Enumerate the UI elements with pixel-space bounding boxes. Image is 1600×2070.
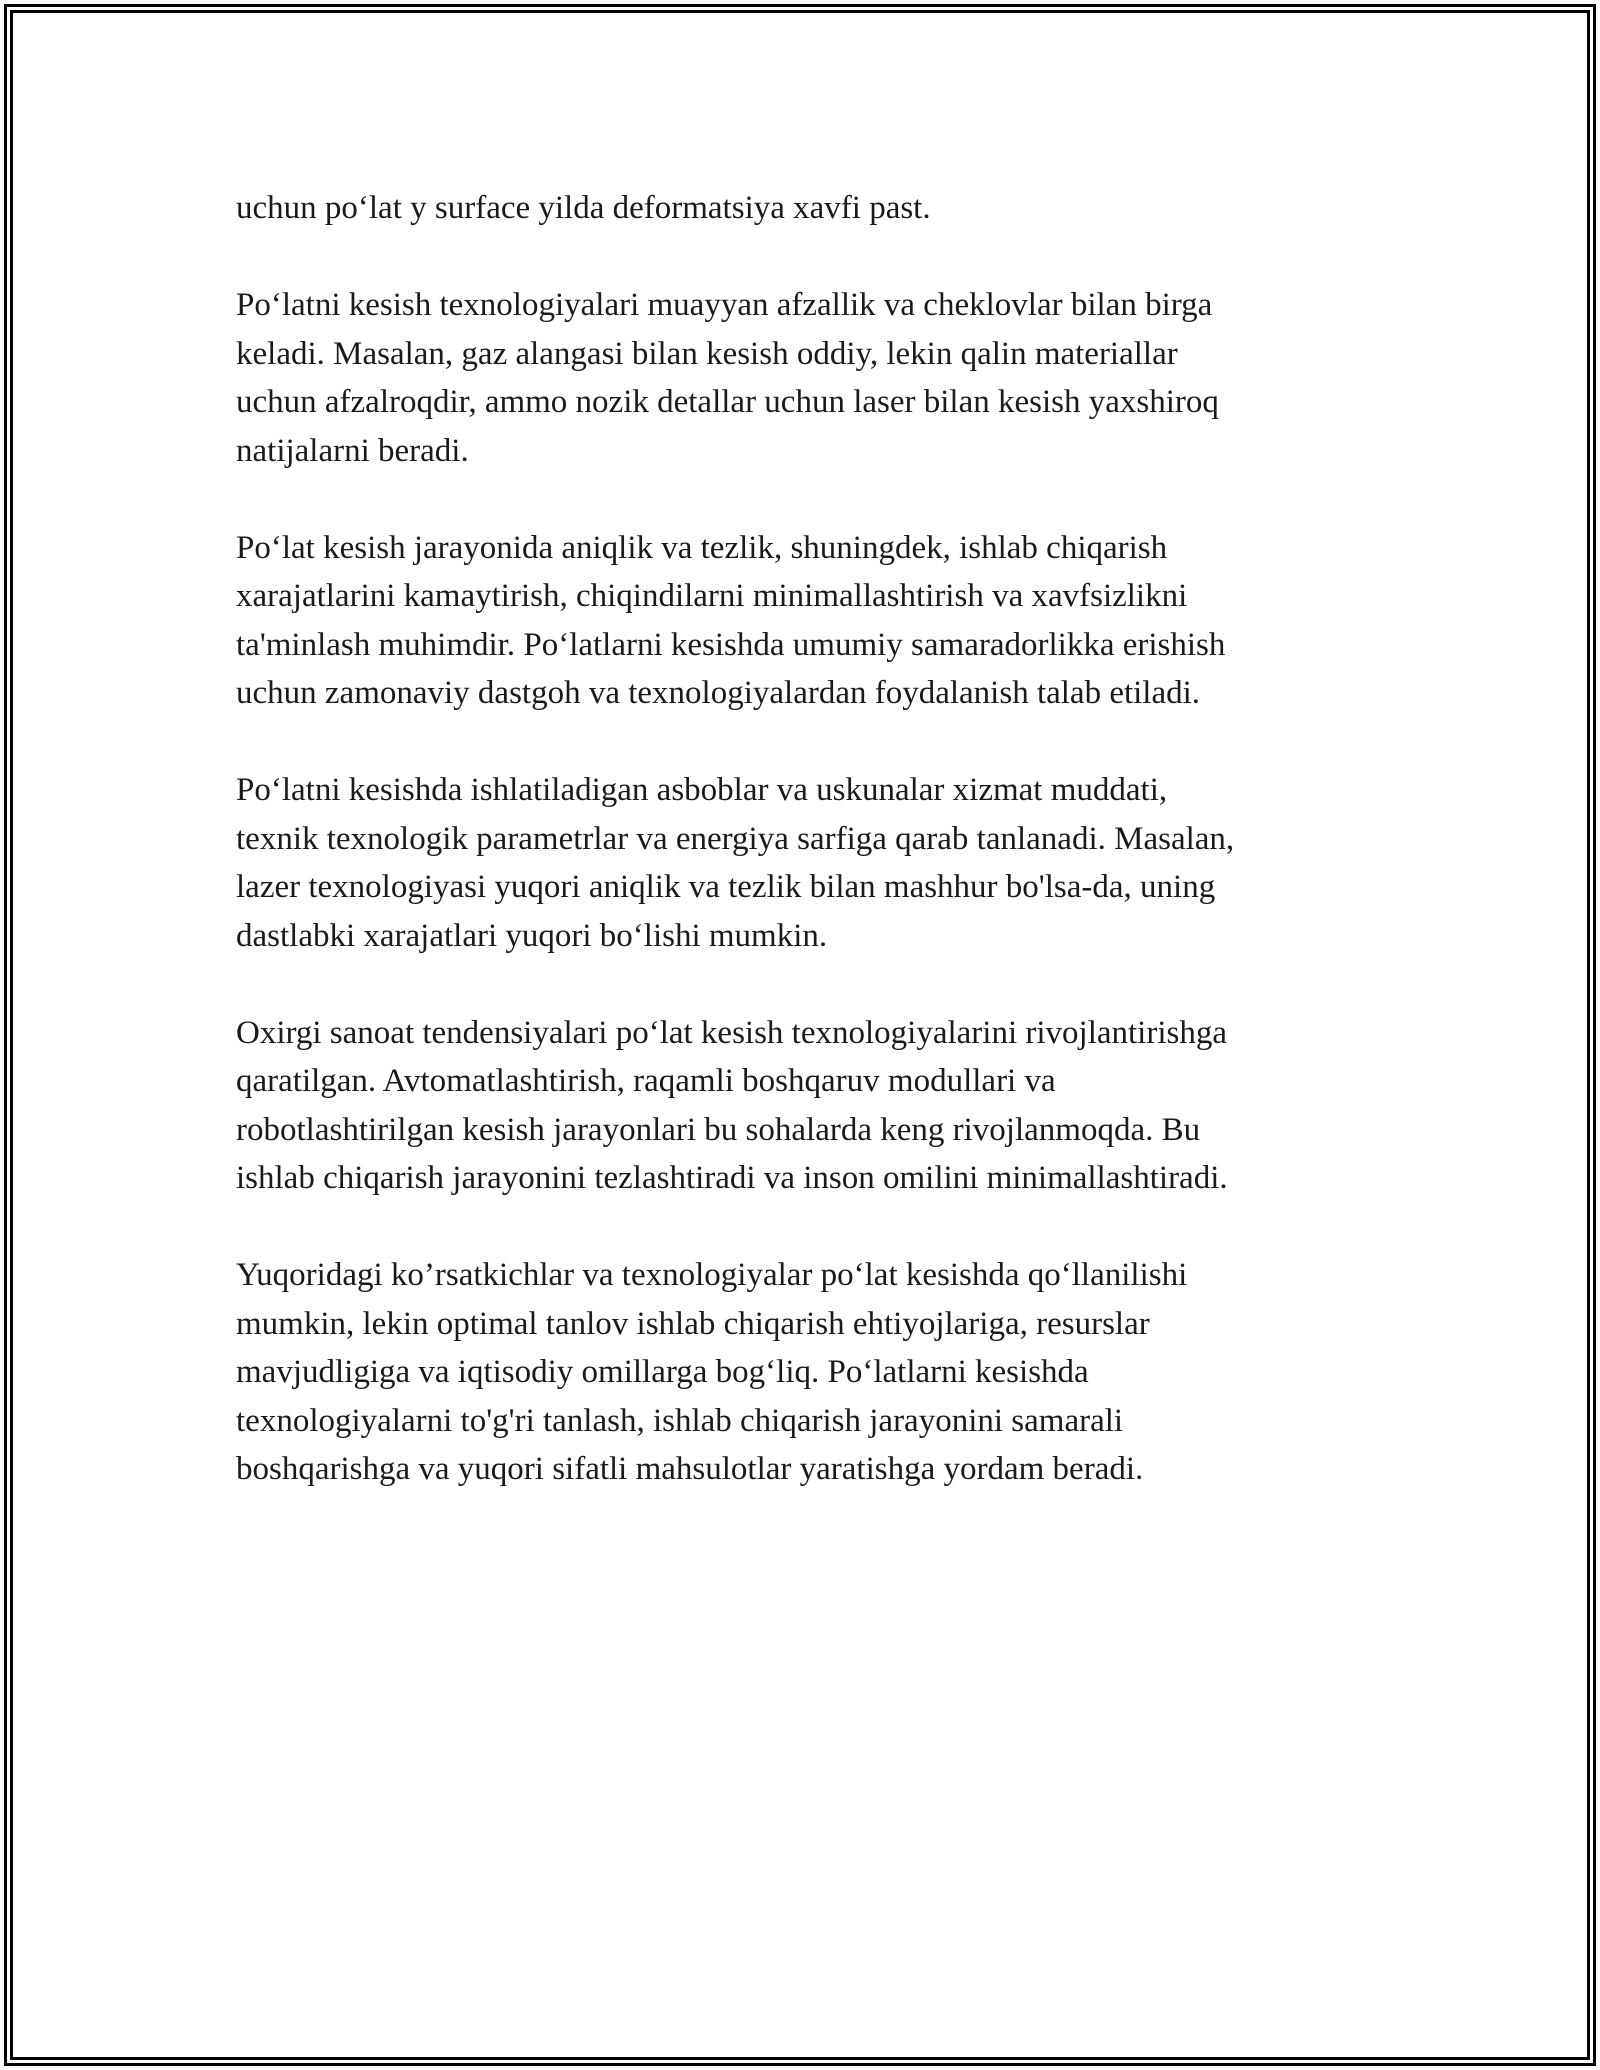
paragraph-1: uchun po‘lat y surface yilda deformatsiya xavfi past.: [236, 190, 931, 226]
paragraph-6: Yuqoridagi ko’rsatkichlar va texnologiyalar po‘lat kesishda qo‘llanilishi mumkin, lekin optimal tanlov ishlab chiqarish ehtiyojlariga, resurslar mavjudligiga va iqtisodiy omillarga bog‘liq. Po‘latlarni kesishda texnologiyalarni to'g'ri tanlash, ishlab chiqarish jarayonini samarali boshqarishga va yuqori sifatli mahsulotlar yaratishga yordam beradi.: [236, 1257, 1188, 1487]
paragraph-5: Oxirgi sanoat tendensiyalari po‘lat kesish texnologiyalarini rivojlantirishga qaratilgan. Avtomatlashtirish, raqamli boshqaruv modullari va robotlashtirilgan kesish jarayonlari bu sohalarda keng rivojlanmoqda. Bu ishlab chiqarish jarayonini tezlashtiradi va inson omilini minimallashtiradi.: [236, 1014, 1228, 1196]
paragraph-2: Po‘latni kesish texnologiyalari muayyan afzallik va cheklovlar bilan birga keladi. Masalan, gaz alangasi bilan kesish oddiy, lekin qalin materiallar uchun afzalroqdir, ammo nozik detallar uchun laser bilan kesish yaxshiroq natijalarni beradi.: [236, 287, 1219, 469]
paragraph-4: Po‘latni kesishda ishlatiladigan asboblar va uskunalar xizmat muddati, texnik texnologik parametrlar va energiya sarfiga qarab tanlanadi. Masalan, lazer texnologiyasi yuqori aniqlik va tezlik bilan mashhur bo'lsa-da, uning dastlabki xarajatlari yuqori bo‘lishi mumkin.: [236, 772, 1235, 954]
paragraph-3: Po‘lat kesish jarayonida aniqlik va tezlik, shuningdek, ishlab chiqarish xarajatlarini kamaytirish, chiqindilarni minimallashtirish va xavfsizlikni ta'minlash muhimdir. Po‘latlarni kesishda umumiy samaradorlikka erishish uchun zamonaviy dastgoh va texnologiyalardan foydalanish talab etiladi.: [236, 529, 1226, 711]
document-body: [236, 184, 1366, 1542]
